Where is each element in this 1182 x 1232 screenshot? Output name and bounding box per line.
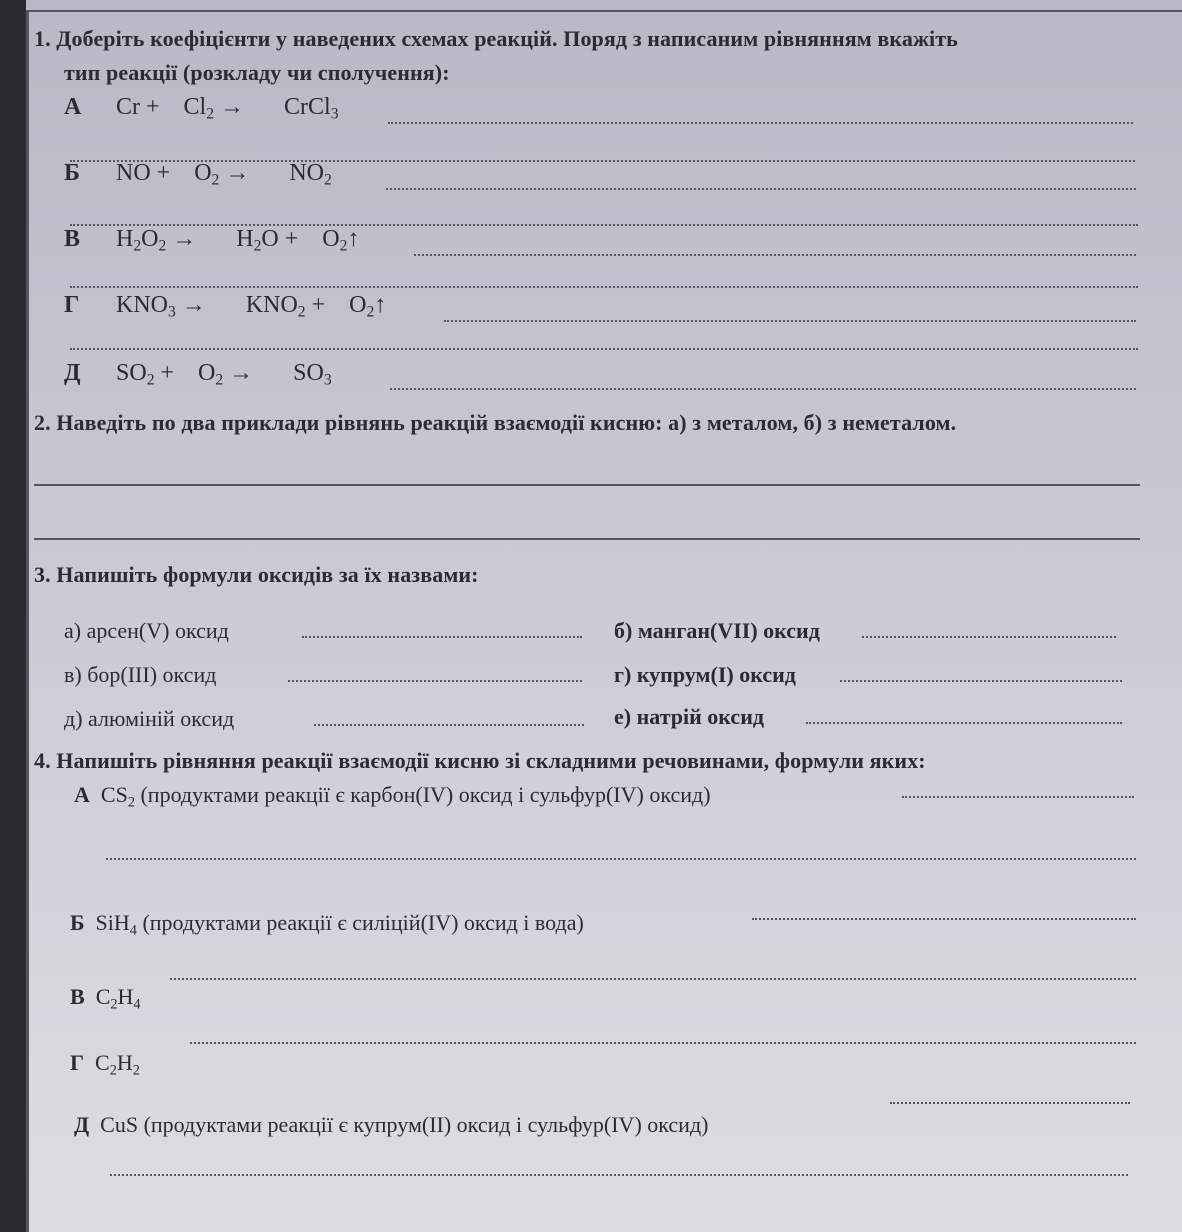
subscript: 2: [339, 237, 348, 255]
answer-line[interactable]: [840, 680, 1122, 682]
subscript: 2: [146, 371, 155, 389]
subscript: 2: [133, 237, 142, 255]
subscript: 3: [330, 105, 339, 123]
arrow-icon: →: [172, 226, 197, 252]
task1-heading-line1: 1. Доберіть коефіцієнти у наведених схемах реакцій. Поряд з написаним рівнянням вкажіть: [34, 26, 958, 51]
arrow-icon: →: [181, 292, 206, 318]
formula: CuS: [100, 1112, 139, 1137]
task4-heading: 4. Напишіть рівняння реакції взаємодії кисню зі складними речовинами, формули яких:: [34, 748, 926, 773]
task1-item-a: [64, 94, 339, 121]
task4-item-b: [70, 910, 584, 939]
reactant: O: [198, 360, 216, 386]
item-letter: Г: [70, 1050, 84, 1075]
task1-heading-line2: тип реакції (розкладу чи сполучення):: [64, 60, 450, 85]
formula: H: [117, 984, 134, 1009]
product: CrCl: [284, 94, 331, 120]
reactant: O: [194, 160, 212, 186]
subscript: 2: [253, 237, 262, 255]
answer-line[interactable]: [806, 722, 1122, 724]
arrow-icon: →: [225, 160, 250, 186]
subscript: 2: [110, 996, 118, 1013]
task4-item-d: [74, 1112, 708, 1138]
subscript: 2: [158, 237, 167, 255]
item-text: (продуктами реакції є силіцій(IV) оксид і вода): [136, 910, 584, 935]
subscript: 2: [127, 794, 135, 811]
task1-item-g: [64, 292, 386, 319]
answer-line[interactable]: [34, 484, 1140, 486]
task3-item-b: б) манган(VII) оксид: [614, 618, 820, 643]
answer-line[interactable]: [70, 286, 1138, 288]
item-letter: Д: [64, 360, 81, 386]
reactant: Cl: [183, 94, 207, 120]
item-letter: Г: [64, 292, 80, 318]
item-letter: В: [64, 226, 81, 252]
arrow-icon: →: [229, 360, 254, 386]
task3-heading: 3. Напишіть формули оксидів за їх назвами:: [34, 562, 479, 587]
answer-line[interactable]: [444, 320, 1136, 322]
formula: C: [95, 984, 111, 1009]
arrow-icon: →: [220, 94, 245, 120]
reactant: SO: [116, 360, 147, 386]
subscript: 2: [211, 171, 220, 189]
page-frame-left: [26, 10, 29, 1232]
gas-arrow-icon: ↑: [374, 292, 387, 318]
answer-line[interactable]: [106, 858, 1136, 860]
answer-line[interactable]: [390, 388, 1136, 390]
subscript: 2: [215, 371, 224, 389]
task3-item-v: в) бор(III) оксид: [64, 662, 217, 687]
task1-item-d: [64, 360, 332, 387]
formula: SiH: [95, 910, 130, 935]
task1-item-b: [64, 160, 332, 187]
subscript: 4: [133, 996, 141, 1013]
task4-item-a: [74, 782, 711, 811]
product: NO: [289, 160, 325, 186]
answer-line[interactable]: [890, 1102, 1130, 1104]
formula: H: [116, 1050, 133, 1075]
answer-line[interactable]: [110, 1174, 1128, 1176]
item-letter: Д: [74, 1112, 90, 1137]
answer-line[interactable]: [288, 680, 582, 682]
product: O: [322, 226, 340, 252]
item-text: (продуктами реакції є купрум(II) оксид і сульфур(IV) оксид): [138, 1112, 709, 1137]
subscript: 2: [132, 1062, 140, 1079]
product: O +: [261, 226, 299, 252]
product: KNO: [245, 292, 298, 318]
subscript: 2: [109, 1062, 117, 1079]
reactant: H: [116, 226, 134, 252]
answer-line[interactable]: [190, 1042, 1136, 1044]
product: O: [349, 292, 367, 318]
plus-sign: +: [160, 360, 175, 386]
subscript: 3: [323, 371, 332, 389]
formula: CS: [100, 782, 128, 807]
product: SO: [293, 360, 324, 386]
subscript: 2: [366, 303, 375, 321]
task3-item-g: г) купрум(I) оксид: [614, 662, 796, 687]
gas-arrow-icon: ↑: [347, 226, 360, 252]
product: H: [236, 226, 254, 252]
answer-line[interactable]: [388, 122, 1133, 124]
task4-item-v: [70, 984, 141, 1013]
answer-line[interactable]: [70, 348, 1138, 350]
task3-item-e: е) натрій оксид: [614, 704, 764, 729]
task1-item-v: [64, 226, 359, 253]
item-letter: А: [74, 782, 90, 807]
subscript: 2: [324, 171, 332, 189]
subscript: 3: [168, 303, 176, 321]
item-letter: Б: [70, 910, 85, 935]
answer-line[interactable]: [902, 796, 1134, 798]
answer-line[interactable]: [862, 636, 1116, 638]
task2-heading: 2. Наведіть по два приклади рівнянь реакцій взаємодії кисню: а) з металом, б) з неметалом.: [34, 410, 957, 435]
subscript: 4: [129, 922, 137, 939]
task3-item-d: д) алюміній оксид: [64, 706, 235, 731]
answer-line[interactable]: [34, 538, 1140, 540]
answer-line[interactable]: [314, 724, 584, 726]
subscript: 2: [206, 105, 215, 123]
answer-line[interactable]: [386, 188, 1136, 190]
page-frame-top: [26, 10, 1182, 12]
reactant: O: [141, 226, 159, 252]
answer-line[interactable]: [752, 918, 1136, 920]
answer-line[interactable]: [170, 978, 1136, 980]
reactant: NO +: [116, 160, 171, 186]
task3-item-a: а) арсен(V) оксид: [64, 618, 229, 643]
formula: C: [95, 1050, 110, 1075]
item-letter: А: [64, 94, 82, 120]
task4-item-g: [70, 1050, 140, 1079]
answer-line[interactable]: [414, 254, 1136, 256]
reactant: Cr +: [116, 94, 160, 120]
answer-line[interactable]: [302, 636, 582, 638]
item-text: (продуктами реакції є карбон(IV) оксид і сульфур(IV) оксид): [134, 782, 711, 807]
plus-sign: +: [311, 292, 326, 318]
reactant: KNO: [116, 292, 168, 318]
subscript: 2: [297, 303, 306, 321]
item-letter: Б: [64, 160, 80, 186]
item-letter: В: [70, 984, 85, 1009]
